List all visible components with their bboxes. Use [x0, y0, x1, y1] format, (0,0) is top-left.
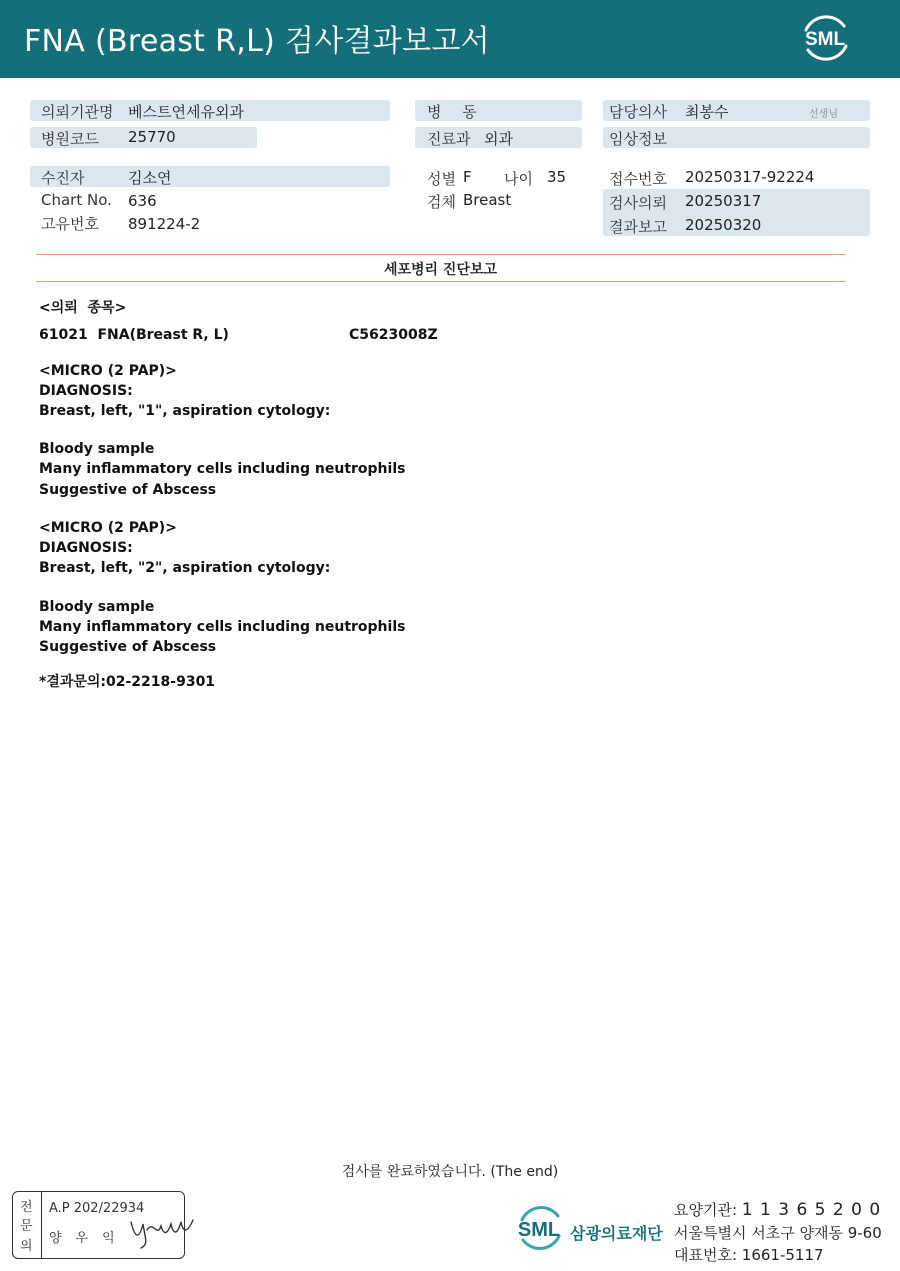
patient-label: 수진자 — [41, 169, 85, 187]
site-2: Breast, left, "2", aspiration cytology: — [39, 560, 331, 576]
sml-footer-logo-icon — [512, 1200, 568, 1254]
report-title: FNA (Breast R,L) 검사결과보고서 — [24, 24, 490, 59]
age-value: 35 — [547, 168, 567, 186]
result-contact: *결과문의:02-2218-9301 — [39, 674, 216, 690]
section-title: 세포병리 진단보고 — [383, 262, 498, 278]
signature-icon — [127, 1208, 197, 1250]
footer-phone-value: 1661-5117 — [741, 1246, 824, 1264]
receipt-value: 20250317-92224 — [685, 168, 815, 186]
finding-2-line-3: Suggestive of Abscess — [39, 639, 217, 655]
footer-code-line — [674, 1199, 881, 1220]
footer-phone-line — [674, 1244, 824, 1265]
hospital-code-value: 25770 — [128, 128, 176, 146]
site-1: Breast, left, "1", aspiration cytology: — [39, 403, 331, 419]
micro-heading-2: <MICRO (2 PAP)> — [39, 520, 177, 536]
specimen-value: Breast — [463, 191, 512, 209]
hospital-code-label: 병원코드 — [41, 130, 99, 148]
finding-2-line-2: Many inflammatory cells including neutrophils — [39, 619, 406, 635]
specialist-stamp — [12, 1191, 185, 1259]
doctor-suffix: 선생님 — [809, 109, 838, 120]
footer-code-value: 1 1 3 6 5 2 0 0 — [741, 1200, 882, 1220]
footer-phone-label: 대표번호: — [674, 1246, 738, 1264]
divider-top — [36, 254, 845, 255]
finding-1-line-1: Bloody sample — [39, 441, 155, 457]
institution-label: 의뢰기관명 — [41, 103, 114, 121]
request-label: 검사의뢰 — [609, 194, 667, 212]
diagnosis-heading-1: DIAGNOSIS: — [39, 383, 133, 399]
micro-heading-1: <MICRO (2 PAP)> — [39, 363, 177, 379]
age-label: 나이 — [504, 170, 533, 188]
specimen-label: 검체 — [427, 193, 456, 211]
sex-label: 성별 — [427, 170, 456, 188]
ward-label: 병 동 — [427, 103, 485, 121]
finding-1-line-2: Many inflammatory cells including neutrophils — [39, 461, 406, 477]
sml-footer-logo-text: SML — [517, 1219, 561, 1241]
divider-bottom — [36, 281, 845, 282]
department-label: 진료과 — [427, 130, 471, 148]
footer-address: 서울특별시 서초구 양재동 9-60 — [674, 1224, 882, 1242]
order-heading: <의뢰 종목> — [39, 300, 127, 316]
report-value: 20250320 — [685, 216, 762, 234]
patient-value: 김소연 — [128, 169, 172, 187]
receipt-label: 접수번호 — [609, 170, 667, 188]
finding-2-line-1: Bloody sample — [39, 599, 155, 615]
stamp-ap-number: A.P 202/22934 — [49, 1201, 145, 1216]
stamp-side-column — [13, 1192, 42, 1258]
doctor-label: 담당의사 — [609, 103, 667, 121]
finding-1-line-3: Suggestive of Abscess — [39, 482, 217, 498]
sml-logo-text: SML — [804, 29, 846, 50]
report-header — [0, 0, 900, 78]
stamp-side-char-3: 의 — [20, 1239, 33, 1254]
sex-value: F — [463, 168, 472, 186]
institution-value: 베스트연세유외과 — [128, 103, 244, 121]
request-value: 20250317 — [685, 192, 762, 210]
footer-org-name: 삼광의료재단 — [570, 1224, 663, 1243]
sml-logo-icon — [796, 12, 854, 64]
id-value: 891224-2 — [128, 215, 201, 233]
department-value: 외과 — [484, 130, 513, 148]
stamp-side-char-2: 문 — [20, 1219, 33, 1234]
clinical-label: 임상정보 — [609, 130, 667, 148]
order-item: 61021 FNA(Breast R, L) — [39, 327, 229, 343]
report-label: 결과보고 — [609, 218, 667, 236]
diagnosis-heading-2: DIAGNOSIS: — [39, 540, 133, 556]
doctor-value: 최봉수 — [685, 103, 729, 121]
stamp-name: 양우익 — [49, 1231, 129, 1246]
end-of-report: 검사를 완료하였습니다. (The end) — [341, 1164, 559, 1180]
stamp-side-char-1: 전 — [20, 1200, 33, 1215]
order-code: C5623008Z — [349, 327, 438, 343]
chart-label: Chart No. — [41, 191, 112, 209]
footer-code-label: 요양기관: — [674, 1201, 738, 1219]
chart-value: 636 — [128, 192, 157, 210]
id-label: 고유번호 — [41, 215, 99, 233]
